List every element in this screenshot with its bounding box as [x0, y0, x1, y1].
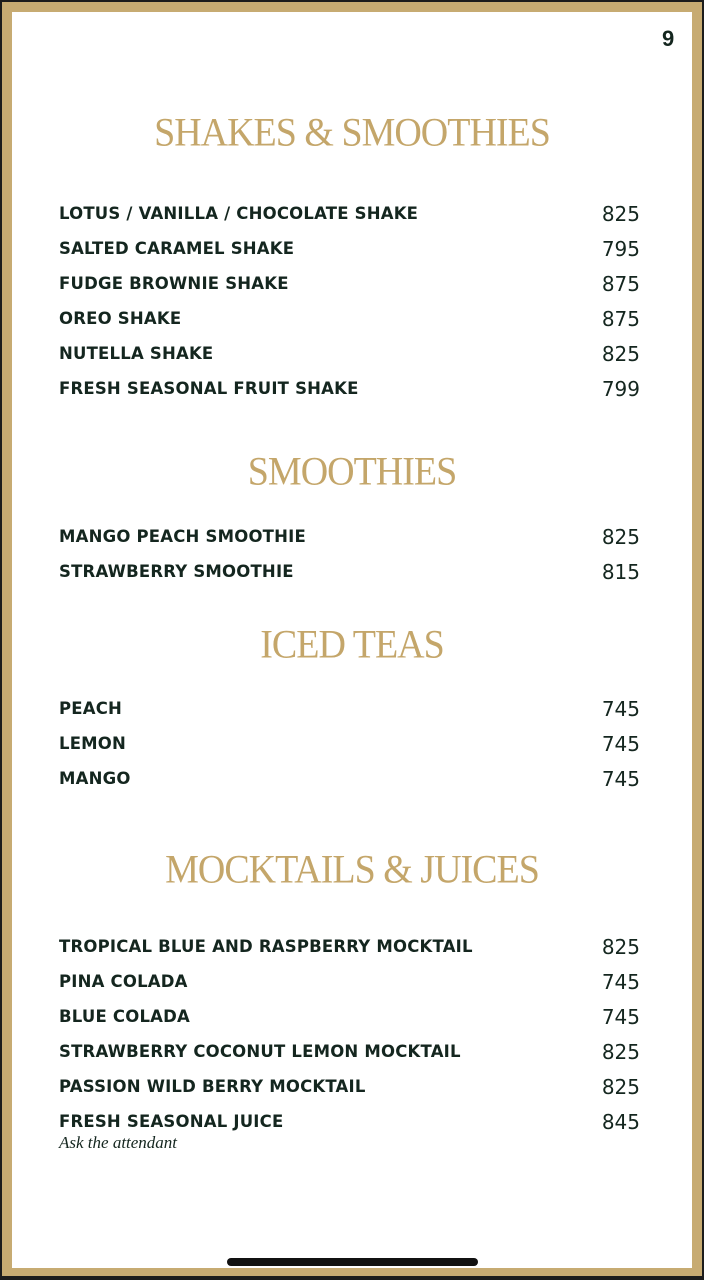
- menu-item-name: MANGO PEACH SMOOTHIE: [59, 527, 306, 546]
- menu-item-price: 875: [601, 272, 640, 296]
- menu-item-price: 825: [601, 1075, 640, 1099]
- menu-item-name: FRESH SEASONAL FRUIT SHAKE: [59, 379, 359, 398]
- menu-item-name: PINA COLADA: [59, 972, 188, 991]
- menu-item-name: PEACH: [59, 699, 123, 718]
- menu-item-name: TROPICAL BLUE AND RASPBERRY MOCKTAIL: [59, 937, 473, 956]
- menu-item-price: 795: [601, 237, 640, 261]
- menu-item-name: NUTELLA SHAKE: [59, 344, 214, 363]
- menu-item-price: 745: [601, 732, 640, 756]
- menu-item-price: 825: [601, 1040, 640, 1064]
- menu-item-price: 825: [601, 935, 640, 959]
- section-title-mocktails-juices: MOCKTAILS & JUICES: [165, 847, 539, 893]
- menu-item-name: FUDGE BROWNIE SHAKE: [59, 274, 289, 293]
- menu-item-name: LEMON: [59, 734, 127, 753]
- menu-item-price: 825: [601, 342, 640, 366]
- section-title-smoothies: SMOOTHIES: [247, 449, 457, 495]
- menu-item-name: BLUE COLADA: [59, 1007, 191, 1026]
- menu-item-price: 799: [601, 377, 640, 401]
- menu-item-name: STRAWBERRY SMOOTHIE: [59, 562, 294, 581]
- menu-item-price: 745: [601, 697, 640, 721]
- menu-item-name: SALTED CARAMEL SHAKE: [59, 239, 295, 258]
- item-note: Ask the attendant: [59, 1133, 178, 1152]
- menu-item-name: MANGO: [59, 769, 131, 788]
- menu-item-price: 825: [601, 202, 640, 226]
- menu-item-name: PASSION WILD BERRY MOCKTAIL: [59, 1077, 366, 1096]
- menu-item-price: 845: [601, 1110, 640, 1134]
- menu-item-price: 825: [601, 525, 640, 549]
- menu-item-price: 875: [601, 307, 640, 331]
- menu-item-price: 745: [601, 970, 640, 994]
- menu-item-price: 745: [601, 767, 640, 791]
- menu-item-name: OREO SHAKE: [59, 309, 182, 328]
- section-title-shakes-smoothies: SHAKES & SMOOTHIES: [154, 110, 550, 156]
- menu-item-price: 745: [601, 1005, 640, 1029]
- menu-item-price: 815: [601, 560, 640, 584]
- section-title-iced-teas: ICED TEAS: [260, 622, 444, 668]
- menu-item-name: LOTUS / VANILLA / CHOCOLATE SHAKE: [59, 204, 419, 223]
- menu-item-name: FRESH SEASONAL JUICE: [59, 1112, 284, 1131]
- home-indicator-bar[interactable]: [227, 1258, 478, 1266]
- menu-item-name: STRAWBERRY COCONUT LEMON MOCKTAIL: [59, 1042, 461, 1061]
- page-number: 9: [662, 26, 675, 51]
